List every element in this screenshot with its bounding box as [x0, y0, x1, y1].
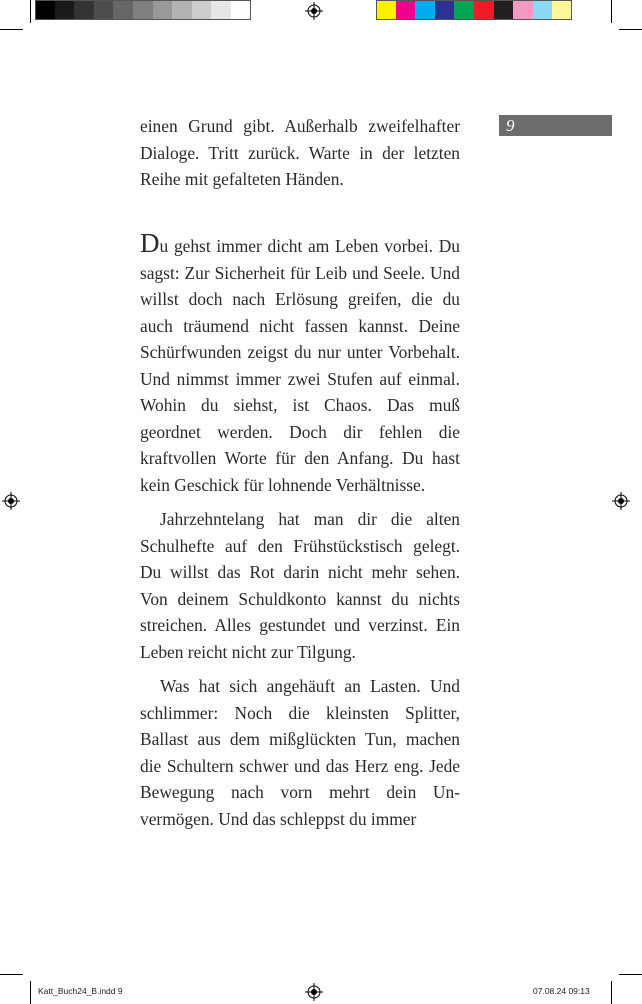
initial-letter: D	[140, 228, 160, 258]
crop-mark-top-left	[30, 0, 31, 23]
crop-mark-top-left-h	[0, 29, 23, 30]
color-bar-outline	[376, 0, 572, 20]
intro-paragraph	[140, 113, 460, 193]
registration-mark-top	[305, 2, 323, 20]
crop-mark-bottom-left-h	[0, 974, 23, 975]
slug-date-info: 07.08.24 09:13	[533, 986, 590, 996]
registration-mark-bottom	[305, 983, 323, 1001]
crop-mark-top-right	[611, 0, 612, 23]
registration-mark-right	[612, 492, 630, 510]
slug-file-info: Katt_Buch24_B.indd 9	[38, 986, 123, 996]
page-number: 9	[506, 116, 515, 135]
color-bar-outline	[35, 0, 251, 20]
page-number-tab	[499, 115, 612, 136]
crop-mark-top-right-h	[619, 29, 642, 30]
registration-mark-left	[2, 492, 20, 510]
intro-text: einen Grund gibt. Außerhalb zweifelhafter Dialoge. Tritt zurück. Warte in der letzten Reihe mit gefalteten Händen.	[140, 116, 460, 189]
crop-mark-bottom-left	[30, 981, 31, 1004]
paragraph-1	[140, 228, 460, 498]
paragraph-1-text: u gehst immer dicht am Leben vorbei. Du sagst: Zur Sicherheit für Leib und Seele. Und willst doch nach Erlösung greifen, die du auch träumend nicht fassen kannst. Deine Schürfwunden zeigst du nur unter Vorbehalt. Und nimmst immer zwei Stufen auf einmal. Wohin du siehst, ist Chaos. Das muß geordnet werden. Doch dir fehlen die kraftvollen Worte für den Anfang. Du hast kein Geschick für lohnende Verhältnisse.	[140, 236, 460, 495]
crop-mark-bottom-right	[611, 981, 612, 1004]
paragraph-2: Jahrzehntelang hat man dir die alten Schulhefte auf den Frühstückstisch gelegt. Du willst das Rot darin nicht mehr sehen. Von deinem Schuldkonto kannst du nichts streichen. Alles gestundet und verzinst. Ein Leben reicht nicht zur Tilgung.	[140, 509, 460, 662]
paragraph-3: Was hat sich angehäuft an Lasten. Und schlimmer: Noch die kleinsten Splitter, Ballast aus dem mißglückten Tun, machen die Schultern schwer und das Herz eng. Jede Bewegung nach vorn mehrt dein Unvermögen. Und das schleppst du immer	[140, 676, 460, 829]
section-body	[140, 228, 460, 832]
crop-mark-bottom-right-h	[619, 974, 642, 975]
